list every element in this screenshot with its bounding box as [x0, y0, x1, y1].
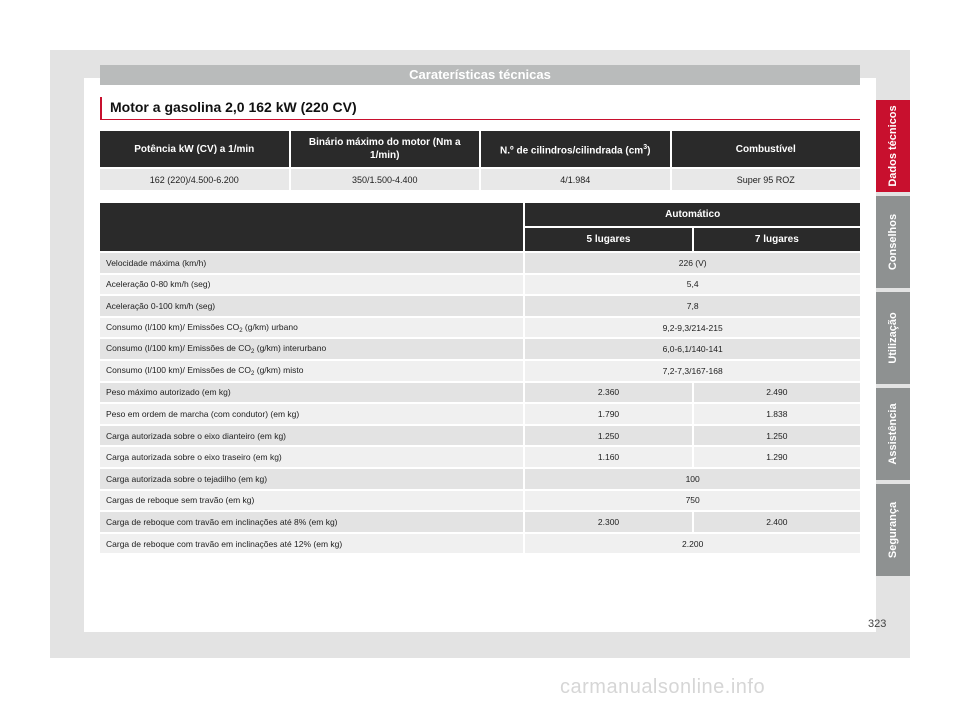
row-value: 5,4: [525, 275, 860, 295]
row-value: 9,2-9,3/214-215: [525, 318, 860, 338]
table-row: [100, 339, 860, 359]
row-label: Carga autorizada sobre o tejadilho (em kg): [100, 469, 523, 489]
row-label: [100, 339, 523, 359]
tab-label: Utilização: [887, 312, 899, 364]
co2-subscript: 2: [239, 327, 243, 334]
co2-subscript: 2: [251, 349, 255, 356]
table-row: [100, 318, 860, 338]
header-automatic: Automático: [525, 203, 860, 226]
label-text: (g/km) urbano: [242, 321, 298, 332]
cell-power: 162 (220)/4.500-6.200: [100, 169, 289, 190]
chapter-header: Caraterísticas técnicas: [100, 65, 860, 85]
row-label: Velocidade máxima (km/h): [100, 253, 523, 273]
label-text: Consumo (l/100 km)/ Emissões CO: [106, 321, 240, 332]
tab-label: Conselhos: [887, 213, 899, 271]
row-value: 7,8: [525, 296, 860, 316]
row-label: Cargas de reboque sem travão (em kg): [100, 491, 523, 511]
row-label: [100, 318, 523, 338]
row-label: Carga de reboque com travão em inclinações até 8% (em kg): [100, 512, 523, 532]
row-value-5: 1.790: [525, 404, 691, 424]
table-row: [100, 383, 860, 403]
row-label: Carga autorizada sobre o eixo dianteiro (em kg): [100, 426, 523, 446]
spec-group-header-row: [100, 203, 860, 226]
header-cylinders: [481, 131, 670, 167]
table-row: [100, 534, 860, 554]
spec-table: [98, 201, 862, 555]
label-text: (g/km) misto: [254, 364, 304, 375]
tab-label: Dados técnicos: [887, 105, 899, 187]
tab-label: Assistência: [887, 403, 899, 465]
engine-table: [98, 129, 862, 192]
row-value-5: 2.360: [525, 383, 691, 403]
row-label: Aceleração 0-100 km/h (seg): [100, 296, 523, 316]
row-value: 7,2-7,3/167-168: [525, 361, 860, 381]
row-value: 100: [525, 469, 860, 489]
engine-table-row: [100, 169, 860, 190]
header-7-seats: 7 lugares: [694, 228, 860, 251]
tab-seguranca[interactable]: [876, 484, 910, 576]
header-cylinders-text: N.º de cilindros/cilindrada (cm: [500, 145, 644, 157]
table-row: [100, 491, 860, 511]
table-row: [100, 469, 860, 489]
page-number: 323: [868, 618, 887, 630]
tab-assistencia[interactable]: [876, 388, 910, 480]
section-title: Motor a gasolina 2,0 162 kW (220 CV): [100, 97, 357, 119]
label-text: Consumo (l/100 km)/ Emissões de CO: [106, 343, 252, 354]
row-label: Peso máximo autorizado (em kg): [100, 383, 523, 403]
label-text: Consumo (l/100 km)/ Emissões de CO: [106, 364, 252, 375]
row-label: Carga autorizada sobre o eixo traseiro (em kg): [100, 447, 523, 467]
table-row: [100, 361, 860, 381]
header-blank: [100, 203, 523, 251]
label-text: (g/km) interurbano: [254, 343, 327, 354]
row-value-7: 2.400: [694, 512, 860, 532]
tab-conselhos[interactable]: [876, 196, 910, 288]
tab-label: Segurança: [887, 501, 899, 559]
header-torque: Binário máximo do motor (Nm a 1/min): [291, 131, 480, 167]
header-fuel: Combustível: [672, 131, 861, 167]
row-label: Carga de reboque com travão em inclinações até 12% (em kg): [100, 534, 523, 554]
header-power: Potência kW (CV) a 1/min: [100, 131, 289, 167]
co2-subscript: 2: [251, 370, 255, 377]
row-value-5: 2.300: [525, 512, 691, 532]
row-value-5: 1.250: [525, 426, 691, 446]
row-label: Peso em ordem de marcha (com condutor) (em kg): [100, 404, 523, 424]
cell-torque: 350/1.500-4.400: [291, 169, 480, 190]
title-divider: [100, 119, 860, 120]
row-value-7: 1.250: [694, 426, 860, 446]
row-value-5: 1.160: [525, 447, 691, 467]
table-row: [100, 253, 860, 273]
engine-table-header-row: [100, 131, 860, 167]
row-value: 226 (V): [525, 253, 860, 273]
row-value: 2.200: [525, 534, 860, 554]
watermark: carmanualsonline.info: [560, 676, 766, 698]
table-row: [100, 275, 860, 295]
row-value: 750: [525, 491, 860, 511]
table-row: [100, 447, 860, 467]
row-label: Aceleração 0-80 km/h (seg): [100, 275, 523, 295]
row-label: [100, 361, 523, 381]
cell-cylinders: 4/1.984: [481, 169, 670, 190]
row-value-7: 2.490: [694, 383, 860, 403]
table-row: [100, 426, 860, 446]
tab-utilizacao[interactable]: [876, 292, 910, 384]
row-value-7: 1.838: [694, 404, 860, 424]
header-5-seats: 5 lugares: [525, 228, 691, 251]
row-value: 6,0-6,1/140-141: [525, 339, 860, 359]
cubic-superscript: 3: [643, 143, 648, 151]
table-row: [100, 512, 860, 532]
header-cylinders-close: ): [647, 145, 651, 157]
chapter-tabs: [876, 100, 910, 580]
table-row: [100, 296, 860, 316]
cell-fuel: Super 95 ROZ: [672, 169, 861, 190]
row-value-7: 1.290: [694, 447, 860, 467]
tab-dados-tecnicos[interactable]: [876, 100, 910, 192]
table-row: [100, 404, 860, 424]
